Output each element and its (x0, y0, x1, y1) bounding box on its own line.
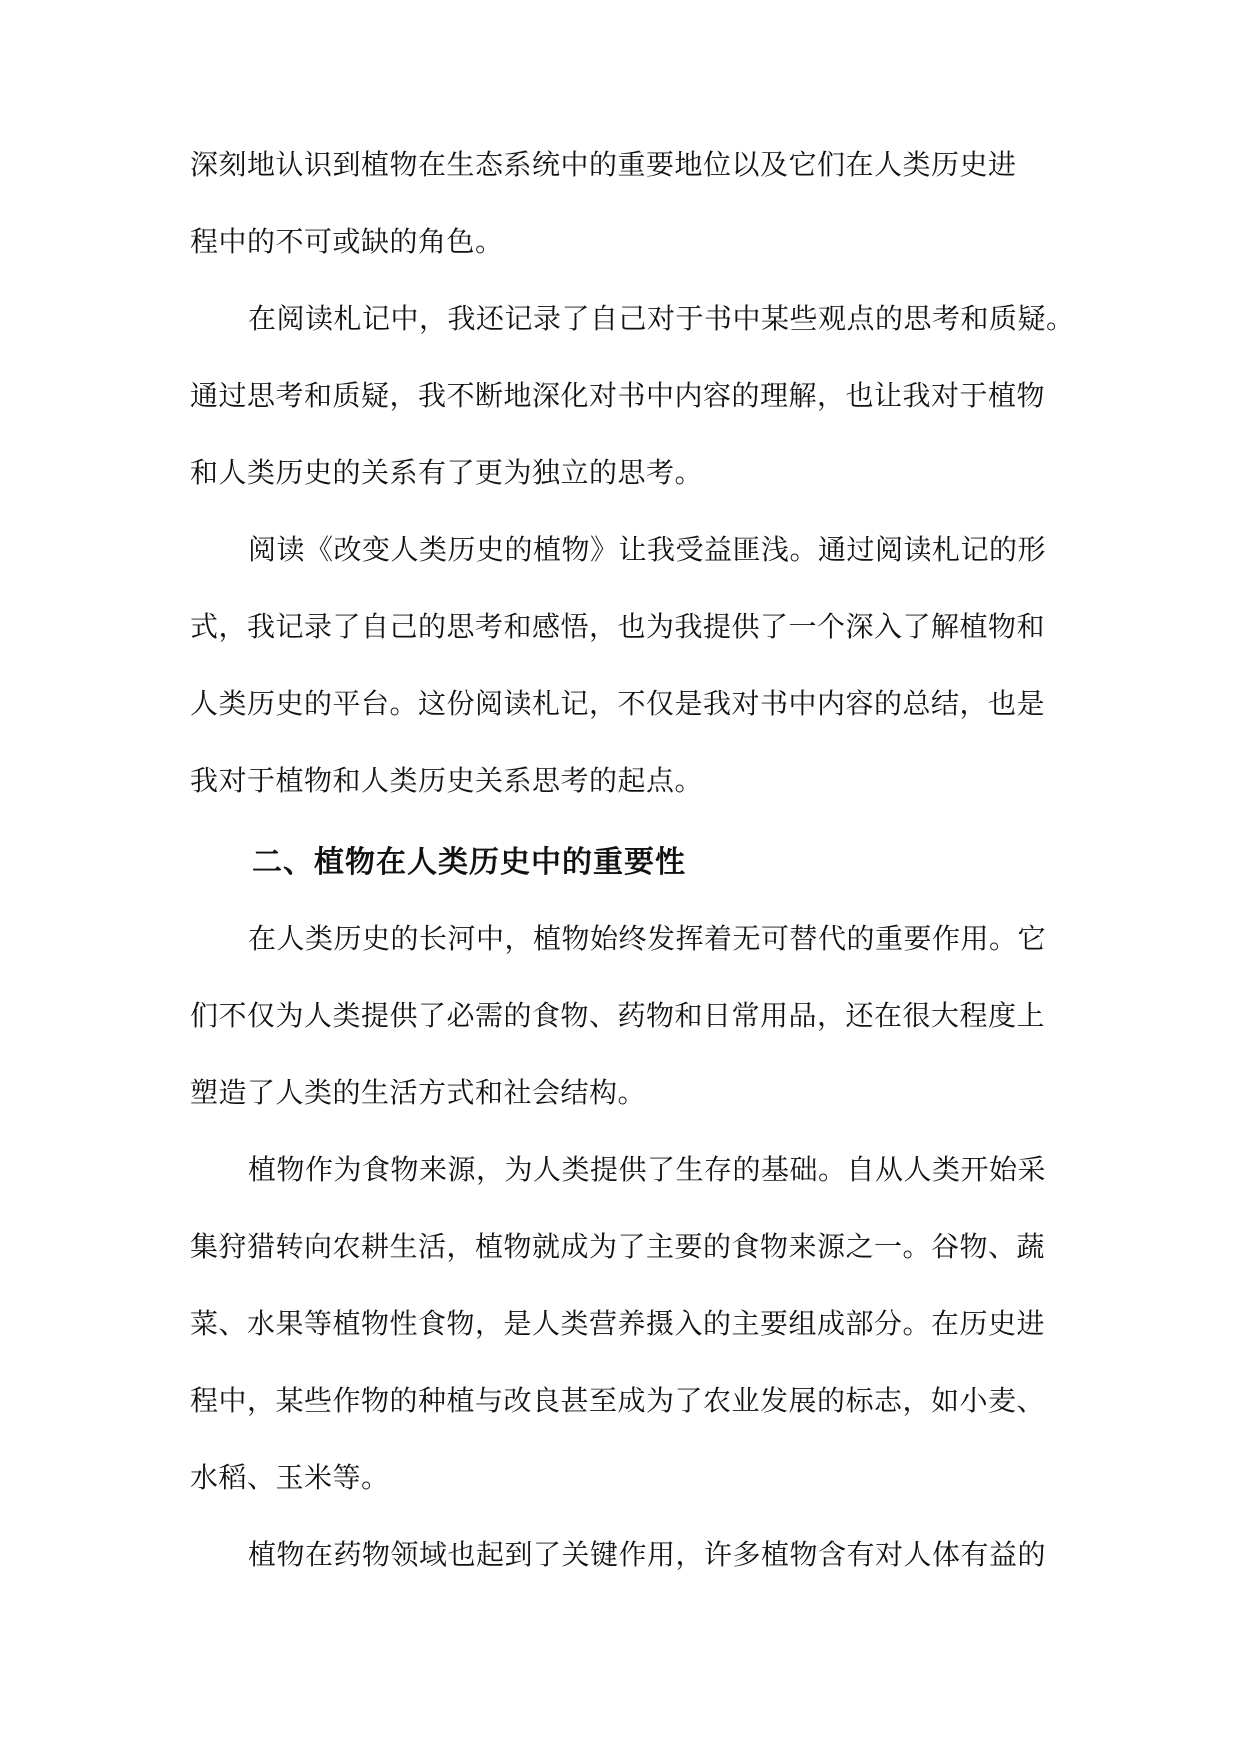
text-line: 深刻地认识到植物在生态系统中的重要地位以及它们在人类历史进 (190, 148, 1017, 181)
text-line: 在阅读札记中，我还记录了自己对于书中某些观点的思考和质疑。 (248, 302, 1075, 335)
document-body (190, 145, 1075, 1612)
text-line: 通过思考和质疑，我不断地深化对书中内容的理解，也让我对于植物 (190, 379, 1046, 412)
text-line: 我对于植物和人类历史关系思考的起点。 (190, 764, 704, 797)
paragraph (190, 919, 1060, 1112)
text-line: 菜、水果等植物性食物，是人类营养摄入的主要组成部分。在历史进 (190, 1307, 1046, 1340)
text-line: 程中，某些作物的种植与改良甚至成为了农业发展的标志，如小麦、 (190, 1384, 1046, 1417)
text-line: 式，我记录了自己的思考和感悟，也为我提供了一个深入了解植物和 (190, 610, 1046, 643)
paragraph (190, 1150, 1060, 1497)
paragraph (190, 299, 1075, 492)
text-line: 植物作为食物来源，为人类提供了生存的基础。自从人类开始采 (248, 1153, 1047, 1186)
text-line: 塑造了人类的生活方式和社会结构。 (190, 1076, 647, 1109)
text-line: 们不仅为人类提供了必需的食物、药物和日常用品，还在很大程度上 (190, 999, 1046, 1032)
text-line: 集狩猎转向农耕生活，植物就成为了主要的食物来源之一。谷物、蔬 (190, 1230, 1046, 1263)
text-line: 植物在药物领域也起到了关键作用，许多植物含有对人体有益的 (248, 1538, 1047, 1571)
paragraph (190, 1535, 1060, 1574)
text-line: 在人类历史的长河中，植物始终发挥着无可替代的重要作用。它 (248, 922, 1047, 955)
paragraph-continuation (190, 145, 1060, 261)
text-line: 水稻、玉米等。 (190, 1461, 390, 1494)
text-line: 人类历史的平台。这份阅读札记，不仅是我对书中内容的总结，也是 (190, 687, 1046, 720)
section-heading: 二、植物在人类历史中的重要性 (252, 845, 686, 880)
text-line: 和人类历史的关系有了更为独立的思考。 (190, 456, 704, 489)
text-line: 阅读《改变人类历史的植物》让我受益匪浅。通过阅读札记的形 (248, 533, 1047, 566)
text-line: 程中的不可或缺的角色。 (190, 225, 504, 258)
paragraph (190, 530, 1060, 800)
